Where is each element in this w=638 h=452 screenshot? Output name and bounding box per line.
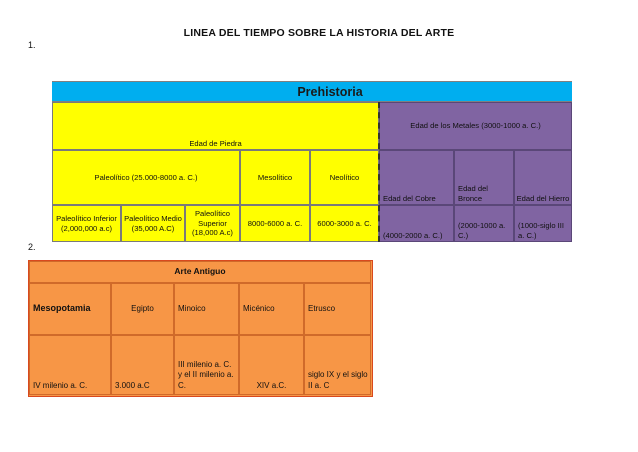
arte-antiguo-table <box>28 260 373 397</box>
paleolitico-superior-cell: Paleolítico Superior (18,000 A.c) <box>185 205 240 242</box>
col-etrusco: Etrusco <box>304 283 371 335</box>
col-mesopotamia: Mesopotamia <box>29 283 111 335</box>
date-mesopotamia: IV milenio a. C. <box>29 335 111 395</box>
era-divider <box>378 102 380 242</box>
neolitico-cell: Neolítico <box>310 150 379 205</box>
hierro-fecha-cell: (1000-siglo III a. C.) <box>514 205 572 242</box>
date-micenico: XIV a.C. <box>239 335 304 395</box>
edad-bronce-cell: Edad del Bronce <box>454 150 514 205</box>
section-number-2: 2. <box>28 242 36 252</box>
mesolitico-fecha-cell: 8000-6000 a. C. <box>240 205 310 242</box>
edad-piedra-cell: Edad de Piedra <box>52 102 379 150</box>
paleolitico-medio-cell: Paleolítico Medio (35,000 A.C) <box>121 205 185 242</box>
date-egipto: 3.000 a.C <box>111 335 174 395</box>
col-micenico: Micénico <box>239 283 304 335</box>
date-etrusco: siglo IX y el siglo II a. C <box>304 335 371 395</box>
paleolitico-cell: Paleolítico (25.000-8000 a. C.) <box>52 150 240 205</box>
cobre-fecha-cell: (4000-2000 a. C.) <box>379 205 454 242</box>
col-egipto: Egipto <box>111 283 174 335</box>
section-number-1: 1. <box>28 40 36 50</box>
prehistoria-header: Prehistoria <box>52 81 572 102</box>
page-title: LINEA DEL TIEMPO SOBRE LA HISTORIA DEL ARTE <box>183 27 455 39</box>
mesolitico-cell: Mesolítico <box>240 150 310 205</box>
col-minoico: Minoico <box>174 283 239 335</box>
neolitico-fecha-cell: 6000-3000 a. C. <box>310 205 379 242</box>
date-minoico: III milenio a. C. y el II milenio a. C. <box>174 335 239 395</box>
edad-cobre-cell: Edad del Cobre <box>379 150 454 205</box>
bronce-fecha-cell: (2000-1000 a. C.) <box>454 205 514 242</box>
edad-hierro-cell: Edad del Hierro <box>514 150 572 205</box>
edad-metales-cell: Edad de los Metales (3000-1000 a. C.) <box>379 102 572 150</box>
prehistoria-table <box>52 81 572 242</box>
arte-antiguo-header: Arte Antiguo <box>29 261 371 283</box>
paleolitico-inferior-cell: Paleolítico Inferior (2,000,000 a.c) <box>52 205 121 242</box>
